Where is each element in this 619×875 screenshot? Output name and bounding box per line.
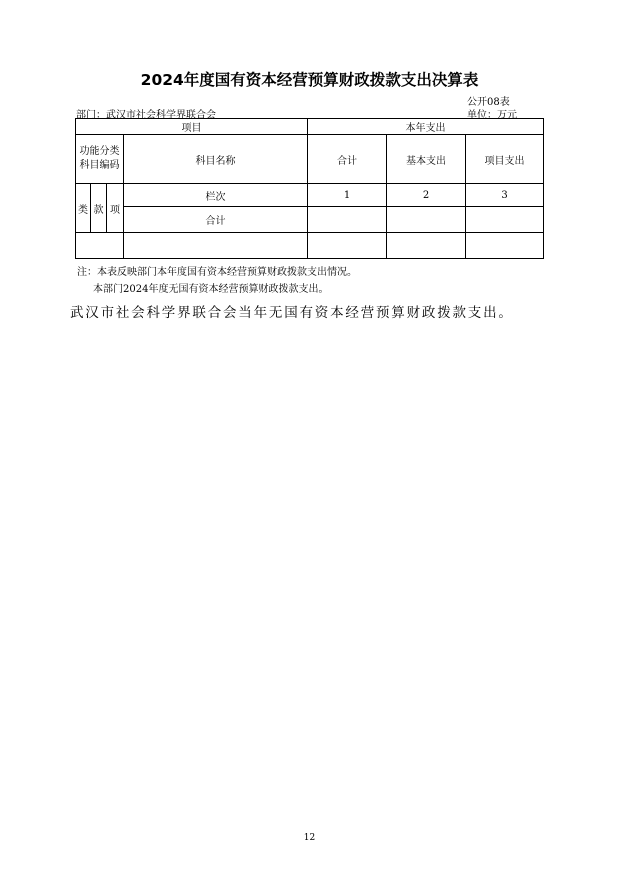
project-expense-header: 项目支出 [466, 135, 544, 184]
lanci-value: 3 [466, 184, 544, 207]
category-kuan: 款 [91, 184, 107, 233]
table-note: 注：本表反映部门本年度国有资本经营预算财政拨款支出情况。 [77, 267, 357, 278]
header-row [76, 119, 544, 135]
page-number: 12 [303, 833, 316, 843]
form-number: 公开08表 [467, 97, 510, 108]
empty-cell [124, 233, 308, 259]
basic-expense-header: 基本支出 [387, 135, 466, 184]
empty-cell [308, 233, 387, 259]
empty-row [76, 233, 544, 259]
lanci-row [76, 184, 544, 207]
statement-text: 武汉市社会科学界联合会当年无国有资本经营预算财政拨款支出。 [70, 305, 514, 321]
total-header: 合计 [308, 135, 387, 184]
header-item: 项目 [76, 119, 308, 135]
empty-cell [387, 233, 466, 259]
unit-label: 单位：万元 [467, 110, 517, 121]
lanci-value: 1 [308, 184, 387, 207]
total-label: 合计 [124, 207, 308, 233]
total-row [76, 207, 544, 233]
total-cell [308, 207, 387, 233]
empty-cell [466, 233, 544, 259]
page-title: 2024年度国有资本经营预算财政拨款支出决算表 [140, 71, 479, 89]
subject-name-header: 科目名称 [124, 135, 308, 184]
function-code-header: 功能分类科目编码 [76, 135, 124, 184]
total-cell [466, 207, 544, 233]
total-cell [387, 207, 466, 233]
category-xiang: 项 [107, 184, 124, 233]
subheader-row [76, 135, 544, 184]
budget-table [75, 118, 544, 259]
lanci-value: 2 [387, 184, 466, 207]
category-lei: 类 [76, 184, 91, 233]
empty-cell [76, 233, 124, 259]
lanci-label: 栏次 [124, 184, 308, 207]
table-note: 本部门2024年度无国有资本经营预算财政拨款支出。 [93, 284, 329, 295]
department-label: 部门：武汉市社会科学界联合会 [76, 110, 216, 121]
header-current-year: 本年支出 [308, 119, 544, 135]
